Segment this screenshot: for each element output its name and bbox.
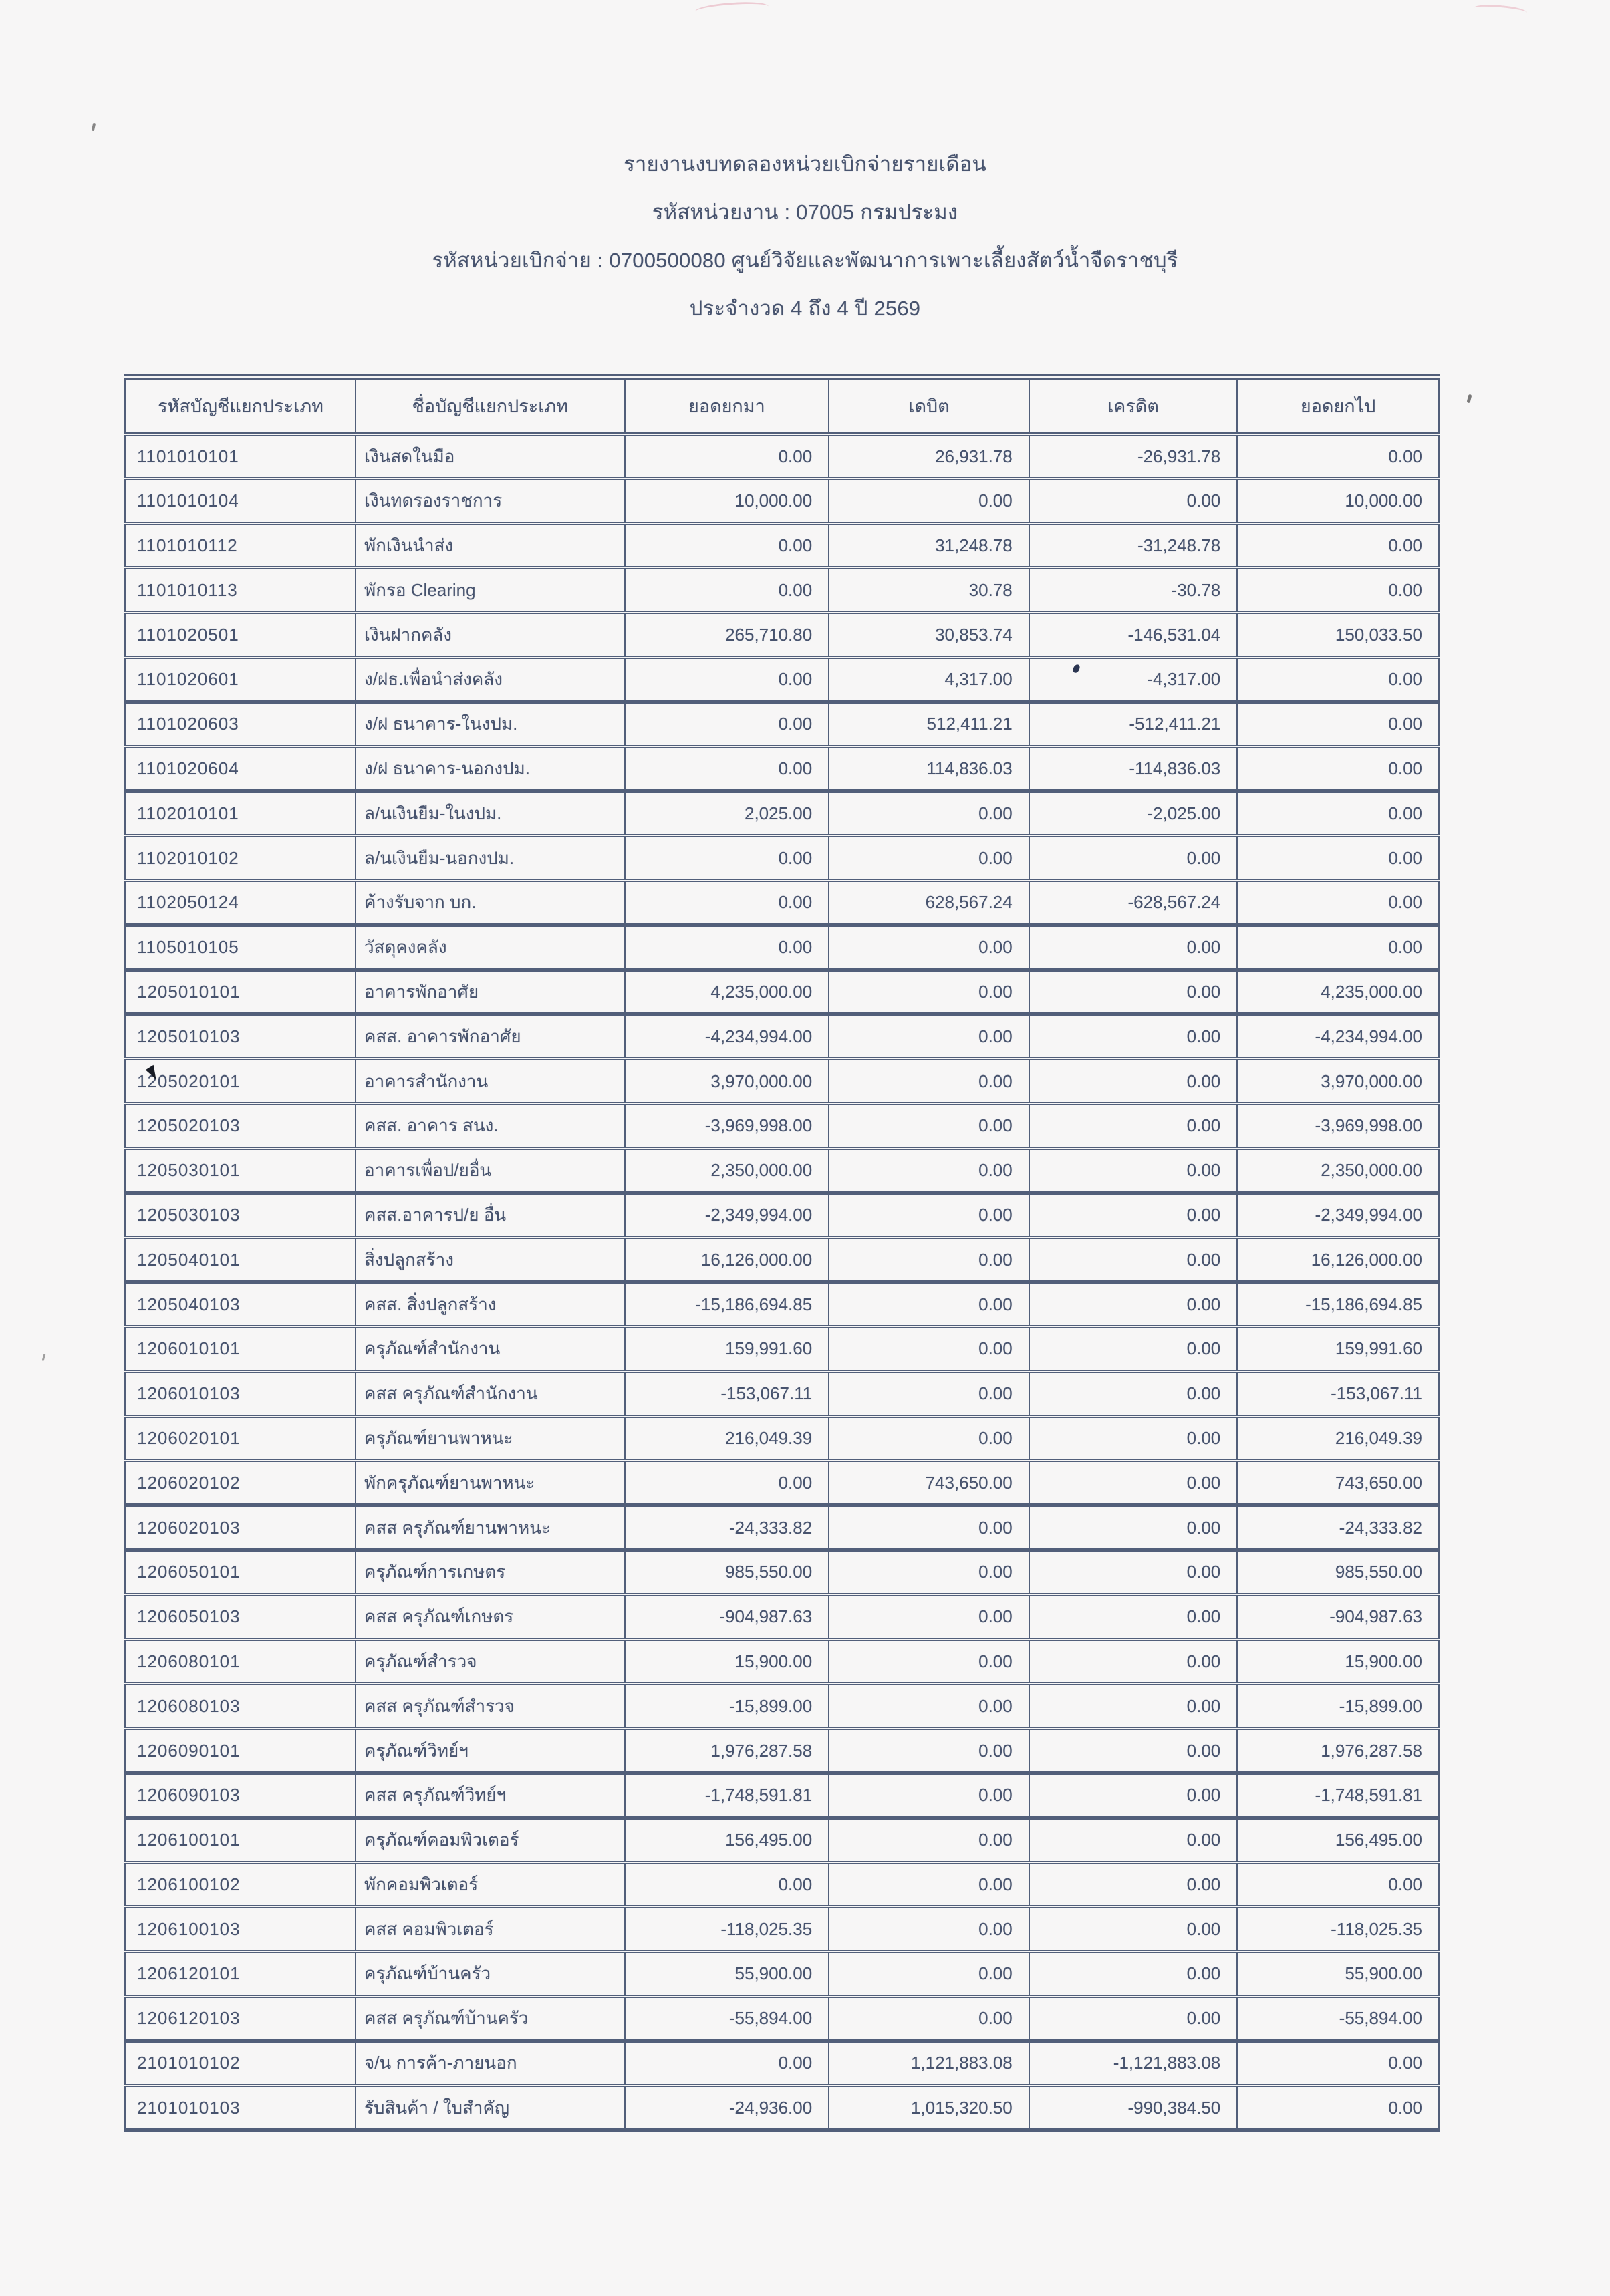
amount-cell: 0.00 bbox=[1029, 1193, 1238, 1238]
table-row bbox=[126, 836, 1440, 881]
amount-cell: -2,025.00 bbox=[1029, 791, 1238, 836]
amount-cell: 0.00 bbox=[1029, 1238, 1238, 1282]
amount-cell: 15,900.00 bbox=[625, 1639, 829, 1684]
ink-speck bbox=[42, 1354, 46, 1361]
account-code-cell: 1205010101 bbox=[126, 970, 356, 1014]
amount-cell: -31,248.78 bbox=[1029, 523, 1238, 568]
account-code-cell: 1206120101 bbox=[126, 1952, 356, 1997]
account-name-cell: เงินทดรองราชการ bbox=[356, 478, 625, 523]
amount-cell: 0.00 bbox=[829, 1862, 1029, 1907]
amount-cell: 0.00 bbox=[1029, 1326, 1238, 1371]
amount-cell: 0.00 bbox=[1237, 880, 1439, 925]
table-row bbox=[126, 1416, 1440, 1461]
account-name-cell: คสส. อาคารพักอาศัย bbox=[356, 1014, 625, 1059]
amount-cell: 30.78 bbox=[829, 568, 1029, 613]
table-row bbox=[126, 1639, 1440, 1684]
amount-cell: 0.00 bbox=[829, 1059, 1029, 1104]
amount-cell: 0.00 bbox=[1029, 1684, 1238, 1729]
amount-cell: 0.00 bbox=[829, 1326, 1029, 1371]
amount-cell: 0.00 bbox=[829, 1238, 1029, 1282]
amount-cell: 0.00 bbox=[829, 1416, 1029, 1461]
amount-cell: -2,349,994.00 bbox=[625, 1193, 829, 1238]
account-code-cell: 1205040101 bbox=[126, 1238, 356, 1282]
account-code-cell: 1206010103 bbox=[126, 1371, 356, 1416]
amount-cell: 0.00 bbox=[1237, 434, 1439, 479]
amount-cell: 0.00 bbox=[829, 1148, 1029, 1193]
amount-cell: -1,748,591.81 bbox=[625, 1773, 829, 1818]
amount-cell: 4,235,000.00 bbox=[625, 970, 829, 1014]
account-name-cell: คสส. สิ่งปลูกสร้าง bbox=[356, 1282, 625, 1327]
column-header: เครดิต bbox=[1029, 378, 1238, 434]
amount-cell: 0.00 bbox=[625, 836, 829, 881]
account-code-cell: 1205040103 bbox=[126, 1282, 356, 1327]
account-code-cell: 1206050103 bbox=[126, 1594, 356, 1639]
account-code-cell: 1206080101 bbox=[126, 1639, 356, 1684]
amount-cell: -1,121,883.08 bbox=[1029, 2041, 1238, 2086]
table-row bbox=[126, 1773, 1440, 1818]
amount-cell: -4,317.00 bbox=[1029, 657, 1238, 702]
amount-cell: 0.00 bbox=[1029, 1059, 1238, 1104]
amount-cell: 30,853.74 bbox=[829, 613, 1029, 658]
account-name-cell: คสส คอมพิวเตอร์ bbox=[356, 1907, 625, 1952]
amount-cell: 3,970,000.00 bbox=[1237, 1059, 1439, 1104]
amount-cell: 0.00 bbox=[1237, 523, 1439, 568]
amount-cell: -26,931.78 bbox=[1029, 434, 1238, 479]
amount-cell: 55,900.00 bbox=[1237, 1952, 1439, 1997]
amount-cell: 0.00 bbox=[1029, 1282, 1238, 1327]
amount-cell: -15,899.00 bbox=[625, 1684, 829, 1729]
amount-cell: -990,384.50 bbox=[1029, 2086, 1238, 2130]
table-row bbox=[126, 1952, 1440, 1997]
account-name-cell: เงินสดในมือ bbox=[356, 434, 625, 479]
amount-cell: 0.00 bbox=[625, 880, 829, 925]
amount-cell: 0.00 bbox=[625, 746, 829, 791]
account-name-cell: ง/ฝธ.เพื่อนำส่งคลัง bbox=[356, 657, 625, 702]
amount-cell: 628,567.24 bbox=[829, 880, 1029, 925]
amount-cell: 0.00 bbox=[1029, 1862, 1238, 1907]
table-row bbox=[126, 1282, 1440, 1327]
account-code-cell: 1101010101 bbox=[126, 434, 356, 479]
amount-cell: 0.00 bbox=[829, 1996, 1029, 2041]
amount-cell: 0.00 bbox=[1029, 1461, 1238, 1505]
account-name-cell: ครุภัณฑ์คอมพิวเตอร์ bbox=[356, 1818, 625, 1862]
account-name-cell: รับสินค้า / ใบสำคัญ bbox=[356, 2086, 625, 2130]
amount-cell: -24,333.82 bbox=[625, 1505, 829, 1550]
amount-cell: 743,650.00 bbox=[829, 1461, 1029, 1505]
account-code-cell: 1206010101 bbox=[126, 1326, 356, 1371]
table-row bbox=[126, 1729, 1440, 1773]
account-name-cell: ครุภัณฑ์วิทย์ฯ bbox=[356, 1729, 625, 1773]
account-name-cell: เงินฝากคลัง bbox=[356, 613, 625, 658]
account-name-cell: จ/น การค้า-ภายนอก bbox=[356, 2041, 625, 2086]
account-code-cell: 1102010102 bbox=[126, 836, 356, 881]
account-code-cell: 1206100102 bbox=[126, 1862, 356, 1907]
amount-cell: 0.00 bbox=[829, 1952, 1029, 1997]
amount-cell: 0.00 bbox=[1237, 702, 1439, 746]
account-name-cell: พักรอ Clearing bbox=[356, 568, 625, 613]
amount-cell: -118,025.35 bbox=[625, 1907, 829, 1952]
amount-cell: -55,894.00 bbox=[625, 1996, 829, 2041]
table-row bbox=[126, 2086, 1440, 2130]
column-header: ยอดยกมา bbox=[625, 378, 829, 434]
account-code-cell: 1101020601 bbox=[126, 657, 356, 702]
account-code-cell: 1206090101 bbox=[126, 1729, 356, 1773]
amount-cell: 512,411.21 bbox=[829, 702, 1029, 746]
account-name-cell: ล/นเงินยืม-ในงปม. bbox=[356, 791, 625, 836]
amount-cell: 0.00 bbox=[829, 970, 1029, 1014]
amount-cell: 0.00 bbox=[1029, 1952, 1238, 1997]
amount-cell: 0.00 bbox=[1237, 836, 1439, 881]
account-name-cell: คสส ครุภัณฑ์สำรวจ bbox=[356, 1684, 625, 1729]
amount-cell: -2,349,994.00 bbox=[1237, 1193, 1439, 1238]
amount-cell: 15,900.00 bbox=[1237, 1639, 1439, 1684]
amount-cell: -15,186,694.85 bbox=[625, 1282, 829, 1327]
amount-cell: 1,015,320.50 bbox=[829, 2086, 1029, 2130]
amount-cell: 0.00 bbox=[829, 478, 1029, 523]
amount-cell: -55,894.00 bbox=[1237, 1996, 1439, 2041]
account-code-cell: 2101010103 bbox=[126, 2086, 356, 2130]
account-code-cell: 2101010102 bbox=[126, 2041, 356, 2086]
account-name-cell: ครุภัณฑ์สำนักงาน bbox=[356, 1326, 625, 1371]
table-row bbox=[126, 657, 1440, 702]
amount-cell: -114,836.03 bbox=[1029, 746, 1238, 791]
table-row bbox=[126, 791, 1440, 836]
account-code-cell: 1206120103 bbox=[126, 1996, 356, 2041]
amount-cell: 985,550.00 bbox=[625, 1550, 829, 1594]
report-title: รายงานงบทดลองหน่วยเบิกจ่ายรายเดือน bbox=[624, 152, 986, 176]
amount-cell: 2,350,000.00 bbox=[625, 1148, 829, 1193]
account-name-cell: สิ่งปลูกสร้าง bbox=[356, 1238, 625, 1282]
amount-cell: 0.00 bbox=[829, 1282, 1029, 1327]
account-code-cell: 1101020501 bbox=[126, 613, 356, 658]
account-code-cell: 1206100103 bbox=[126, 1907, 356, 1952]
amount-cell: 0.00 bbox=[1029, 1729, 1238, 1773]
table-row bbox=[126, 702, 1440, 746]
amount-cell: 16,126,000.00 bbox=[625, 1238, 829, 1282]
amount-cell: 10,000.00 bbox=[1237, 478, 1439, 523]
amount-cell: -15,186,694.85 bbox=[1237, 1282, 1439, 1327]
amount-cell: 10,000.00 bbox=[625, 478, 829, 523]
amount-cell: 0.00 bbox=[1029, 478, 1238, 523]
amount-cell: -118,025.35 bbox=[1237, 1907, 1439, 1952]
account-name-cell: คสส ครุภัณฑ์บ้านครัว bbox=[356, 1996, 625, 2041]
table-row bbox=[126, 880, 1440, 925]
disbursement-unit-line: รหัสหน่วยเบิกจ่าย : 0700500080 ศูนย์วิจัยและพัฒนาการเพาะเลี้ยงสัตว์น้ำจืดราชบุรี bbox=[432, 249, 1178, 272]
amount-cell: 0.00 bbox=[1237, 1862, 1439, 1907]
table-row bbox=[126, 568, 1440, 613]
amount-cell: 4,317.00 bbox=[829, 657, 1029, 702]
account-code-cell: 1206020102 bbox=[126, 1461, 356, 1505]
amount-cell: 0.00 bbox=[1029, 1907, 1238, 1952]
amount-cell: 0.00 bbox=[1029, 836, 1238, 881]
account-name-cell: ง/ฝ ธนาคาร-ในงปม. bbox=[356, 702, 625, 746]
amount-cell: 156,495.00 bbox=[1237, 1818, 1439, 1862]
account-name-cell: อาคารสำนักงาน bbox=[356, 1059, 625, 1104]
amount-cell: 0.00 bbox=[625, 568, 829, 613]
account-code-cell: 1206100101 bbox=[126, 1818, 356, 1862]
amount-cell: 0.00 bbox=[625, 1862, 829, 1907]
account-code-cell: 1101020603 bbox=[126, 702, 356, 746]
column-header: รหัสบัญชีแยกประเภท bbox=[126, 378, 356, 434]
amount-cell: 1,121,883.08 bbox=[829, 2041, 1029, 2086]
table-row bbox=[126, 613, 1440, 658]
amount-cell: -153,067.11 bbox=[1237, 1371, 1439, 1416]
account-name-cell: พักเงินนำส่ง bbox=[356, 523, 625, 568]
table-row bbox=[126, 1014, 1440, 1059]
account-name-cell: คสส ครุภัณฑ์ยานพาหนะ bbox=[356, 1505, 625, 1550]
amount-cell: -628,567.24 bbox=[1029, 880, 1238, 925]
amount-cell: 114,836.03 bbox=[829, 746, 1029, 791]
amount-cell: -153,067.11 bbox=[625, 1371, 829, 1416]
account-name-cell: ครุภัณฑ์สำรวจ bbox=[356, 1639, 625, 1684]
amount-cell: 0.00 bbox=[1029, 925, 1238, 970]
amount-cell: 0.00 bbox=[1029, 1639, 1238, 1684]
document-header bbox=[0, 140, 1610, 333]
amount-cell: 0.00 bbox=[625, 523, 829, 568]
account-name-cell: ง/ฝ ธนาคาร-นอกงปม. bbox=[356, 746, 625, 791]
period-line: ประจำงวด 4 ถึง 4 ปี 2569 bbox=[689, 297, 921, 320]
account-name-cell: อาคารพักอาศัย bbox=[356, 970, 625, 1014]
table-row bbox=[126, 746, 1440, 791]
account-code-cell: 1105010105 bbox=[126, 925, 356, 970]
table-row bbox=[126, 1148, 1440, 1193]
amount-cell: 0.00 bbox=[829, 1505, 1029, 1550]
amount-cell: 0.00 bbox=[1029, 1505, 1238, 1550]
amount-cell: 0.00 bbox=[829, 1773, 1029, 1818]
table-row bbox=[126, 1907, 1440, 1952]
table-row bbox=[126, 1238, 1440, 1282]
account-code-cell: 1206020101 bbox=[126, 1416, 356, 1461]
scan-smudge bbox=[694, 0, 769, 18]
amount-cell: 0.00 bbox=[1029, 1103, 1238, 1148]
amount-cell: 0.00 bbox=[1029, 1148, 1238, 1193]
amount-cell: 0.00 bbox=[829, 1729, 1029, 1773]
amount-cell: -3,969,998.00 bbox=[1237, 1103, 1439, 1148]
amount-cell: 216,049.39 bbox=[625, 1416, 829, 1461]
account-code-cell: 1205020103 bbox=[126, 1103, 356, 1148]
amount-cell: 0.00 bbox=[625, 1461, 829, 1505]
amount-cell: -24,333.82 bbox=[1237, 1505, 1439, 1550]
account-name-cell: พักคอมพิวเตอร์ bbox=[356, 1862, 625, 1907]
amount-cell: 0.00 bbox=[829, 925, 1029, 970]
amount-cell: 0.00 bbox=[829, 1014, 1029, 1059]
account-name-cell: คสส.อาคารป/ย อื่น bbox=[356, 1193, 625, 1238]
account-code-cell: 1206080103 bbox=[126, 1684, 356, 1729]
amount-cell: 156,495.00 bbox=[625, 1818, 829, 1862]
column-header: ยอดยกไป bbox=[1237, 378, 1439, 434]
table-row bbox=[126, 1193, 1440, 1238]
amount-cell: 0.00 bbox=[829, 1371, 1029, 1416]
amount-cell: 3,970,000.00 bbox=[625, 1059, 829, 1104]
account-code-cell: 1101020604 bbox=[126, 746, 356, 791]
column-header: เดบิต bbox=[829, 378, 1029, 434]
table-row bbox=[126, 1371, 1440, 1416]
amount-cell: 216,049.39 bbox=[1237, 1416, 1439, 1461]
account-code-cell: 1205020101 bbox=[126, 1059, 356, 1104]
account-name-cell: ล/นเงินยืม-นอกงปม. bbox=[356, 836, 625, 881]
ink-speck bbox=[92, 123, 96, 132]
account-name-cell: พักครุภัณฑ์ยานพาหนะ bbox=[356, 1461, 625, 1505]
scan-smudge bbox=[1473, 3, 1527, 18]
account-name-cell: วัสดุคงคลัง bbox=[356, 925, 625, 970]
amount-cell: 0.00 bbox=[625, 434, 829, 479]
table-row bbox=[126, 478, 1440, 523]
table-row bbox=[126, 1818, 1440, 1862]
amount-cell: 0.00 bbox=[1237, 657, 1439, 702]
account-code-cell: 1205010103 bbox=[126, 1014, 356, 1059]
amount-cell: 0.00 bbox=[1237, 746, 1439, 791]
amount-cell: 1,976,287.58 bbox=[1237, 1729, 1439, 1773]
amount-cell: -3,969,998.00 bbox=[625, 1103, 829, 1148]
amount-cell: -15,899.00 bbox=[1237, 1684, 1439, 1729]
amount-cell: 150,033.50 bbox=[1237, 613, 1439, 658]
amount-cell: 0.00 bbox=[1237, 925, 1439, 970]
amount-cell: 0.00 bbox=[829, 1103, 1029, 1148]
table-header-row bbox=[126, 378, 1440, 434]
amount-cell: 0.00 bbox=[829, 791, 1029, 836]
table-row bbox=[126, 434, 1440, 479]
amount-cell: -4,234,994.00 bbox=[625, 1014, 829, 1059]
amount-cell: -1,748,591.81 bbox=[1237, 1773, 1439, 1818]
amount-cell: 0.00 bbox=[1029, 1594, 1238, 1639]
amount-cell: 0.00 bbox=[829, 1639, 1029, 1684]
table-row bbox=[126, 1594, 1440, 1639]
amount-cell: 0.00 bbox=[1237, 791, 1439, 836]
amount-cell: 0.00 bbox=[1029, 1371, 1238, 1416]
agency-code-line: รหัสหน่วยงาน : 07005 กรมประมง bbox=[652, 200, 958, 224]
amount-cell: 0.00 bbox=[829, 1684, 1029, 1729]
amount-cell: 2,025.00 bbox=[625, 791, 829, 836]
table-row bbox=[126, 1326, 1440, 1371]
table-row bbox=[126, 925, 1440, 970]
table-row bbox=[126, 1684, 1440, 1729]
amount-cell: -30.78 bbox=[1029, 568, 1238, 613]
account-name-cell: คสส. อาคาร สนง. bbox=[356, 1103, 625, 1148]
account-name-cell: อาคารเพื่อป/ยอื่น bbox=[356, 1148, 625, 1193]
table-row bbox=[126, 1505, 1440, 1550]
amount-cell: 0.00 bbox=[829, 1818, 1029, 1862]
amount-cell: 0.00 bbox=[625, 657, 829, 702]
account-name-cell: คสส ครุภัณฑ์สำนักงาน bbox=[356, 1371, 625, 1416]
amount-cell: 0.00 bbox=[829, 1550, 1029, 1594]
amount-cell: 0.00 bbox=[829, 1193, 1029, 1238]
amount-cell: 0.00 bbox=[1237, 568, 1439, 613]
amount-cell: 16,126,000.00 bbox=[1237, 1238, 1439, 1282]
account-name-cell: ครุภัณฑ์บ้านครัว bbox=[356, 1952, 625, 1997]
account-code-cell: 1101010112 bbox=[126, 523, 356, 568]
amount-cell: 0.00 bbox=[1237, 2086, 1439, 2130]
amount-cell: 0.00 bbox=[1029, 1416, 1238, 1461]
amount-cell: 0.00 bbox=[1029, 970, 1238, 1014]
account-code-cell: 1102010101 bbox=[126, 791, 356, 836]
amount-cell: 0.00 bbox=[1237, 2041, 1439, 2086]
account-code-cell: 1101010113 bbox=[126, 568, 356, 613]
amount-cell: 0.00 bbox=[1029, 1996, 1238, 2041]
amount-cell: -24,936.00 bbox=[625, 2086, 829, 2130]
table-row bbox=[126, 1996, 1440, 2041]
amount-cell: 743,650.00 bbox=[1237, 1461, 1439, 1505]
amount-cell: 0.00 bbox=[625, 702, 829, 746]
table-row bbox=[126, 1103, 1440, 1148]
table-row bbox=[126, 523, 1440, 568]
amount-cell: 0.00 bbox=[829, 1907, 1029, 1952]
amount-cell: 159,991.60 bbox=[1237, 1326, 1439, 1371]
amount-cell: 0.00 bbox=[1029, 1550, 1238, 1594]
account-name-cell: คสส ครุภัณฑ์วิทย์ฯ bbox=[356, 1773, 625, 1818]
table-row bbox=[126, 1059, 1440, 1104]
account-code-cell: 1101010104 bbox=[126, 478, 356, 523]
amount-cell: 31,248.78 bbox=[829, 523, 1029, 568]
table-row bbox=[126, 1550, 1440, 1594]
account-code-cell: 1205030103 bbox=[126, 1193, 356, 1238]
table-row bbox=[126, 970, 1440, 1014]
amount-cell: 0.00 bbox=[625, 925, 829, 970]
account-name-cell: ครุภัณฑ์การเกษตร bbox=[356, 1550, 625, 1594]
amount-cell: 1,976,287.58 bbox=[625, 1729, 829, 1773]
amount-cell: -904,987.63 bbox=[1237, 1594, 1439, 1639]
account-code-cell: 1102050124 bbox=[126, 880, 356, 925]
amount-cell: -146,531.04 bbox=[1029, 613, 1238, 658]
amount-cell: 985,550.00 bbox=[1237, 1550, 1439, 1594]
trial-balance-table bbox=[124, 374, 1440, 2132]
table-row bbox=[126, 1461, 1440, 1505]
table-row bbox=[126, 2041, 1440, 2086]
amount-cell: 0.00 bbox=[1029, 1818, 1238, 1862]
amount-cell: 0.00 bbox=[1029, 1014, 1238, 1059]
amount-cell: 4,235,000.00 bbox=[1237, 970, 1439, 1014]
amount-cell: 265,710.80 bbox=[625, 613, 829, 658]
amount-cell: -4,234,994.00 bbox=[1237, 1014, 1439, 1059]
amount-cell: 0.00 bbox=[829, 1594, 1029, 1639]
amount-cell: 0.00 bbox=[829, 836, 1029, 881]
account-name-cell: คสส ครุภัณฑ์เกษตร bbox=[356, 1594, 625, 1639]
account-code-cell: 1206050101 bbox=[126, 1550, 356, 1594]
amount-cell: -512,411.21 bbox=[1029, 702, 1238, 746]
amount-cell: 159,991.60 bbox=[625, 1326, 829, 1371]
amount-cell: 55,900.00 bbox=[625, 1952, 829, 1997]
amount-cell: 0.00 bbox=[625, 2041, 829, 2086]
amount-cell: 0.00 bbox=[1029, 1773, 1238, 1818]
account-name-cell: ครุภัณฑ์ยานพาหนะ bbox=[356, 1416, 625, 1461]
amount-cell: 2,350,000.00 bbox=[1237, 1148, 1439, 1193]
account-code-cell: 1205030101 bbox=[126, 1148, 356, 1193]
table-row bbox=[126, 1862, 1440, 1907]
column-header: ชื่อบัญชีแยกประเภท bbox=[356, 378, 625, 434]
account-name-cell: ค้างรับจาก บก. bbox=[356, 880, 625, 925]
amount-cell: -904,987.63 bbox=[625, 1594, 829, 1639]
account-code-cell: 1206090103 bbox=[126, 1773, 356, 1818]
account-code-cell: 1206020103 bbox=[126, 1505, 356, 1550]
ink-speck bbox=[1467, 394, 1472, 404]
amount-cell: 26,931.78 bbox=[829, 434, 1029, 479]
